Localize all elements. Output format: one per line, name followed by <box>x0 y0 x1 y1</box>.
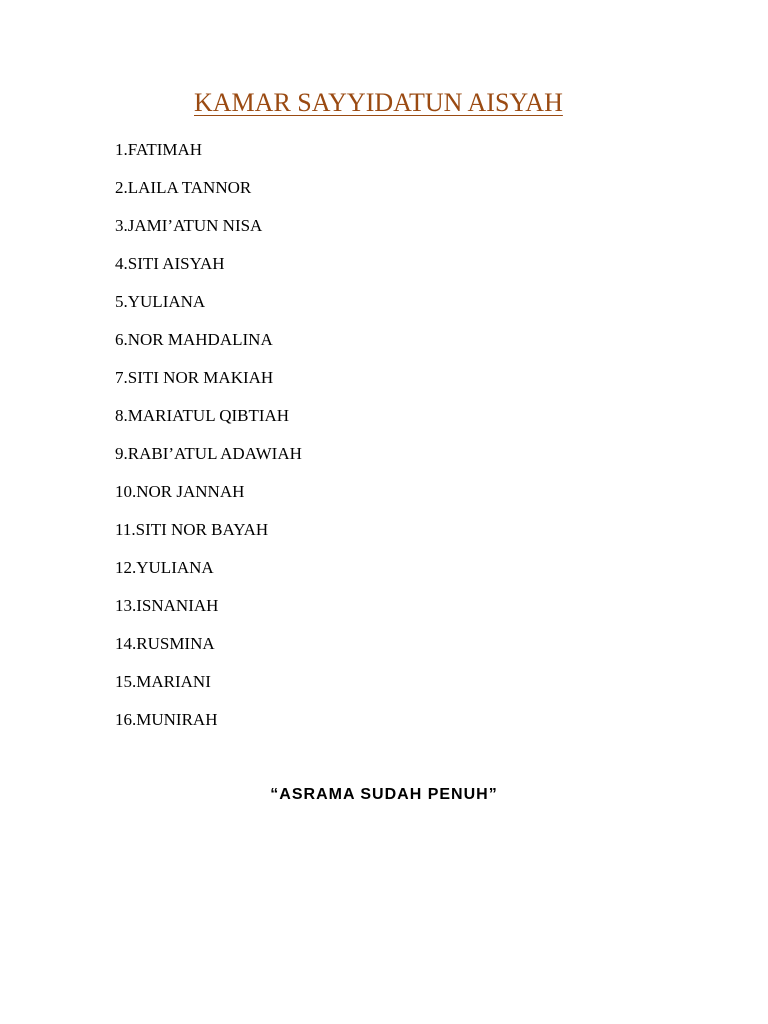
list-item: 7.SITI NOR MAKIAH <box>115 368 274 387</box>
list-item: 16.MUNIRAH <box>115 710 218 729</box>
footer-note: “ASRAMA SUDAH PENUH” <box>270 786 498 803</box>
list-item: 10.NOR JANNAH <box>115 482 245 501</box>
list-item: 15.MARIANI <box>115 672 211 691</box>
list-item: 4.SITI AISYAH <box>115 254 225 273</box>
list-item: 13.ISNANIAH <box>115 596 219 615</box>
list-item: 9.RABI’ATUL ADAWIAH <box>115 444 302 463</box>
list-item: 14.RUSMINA <box>115 634 215 653</box>
list-item: 8.MARIATUL QIBTIAH <box>115 406 290 425</box>
list-item: 3.JAMI’ATUN NISA <box>115 216 263 235</box>
list-item: 1.FATIMAH <box>115 140 203 159</box>
list-item: 12.YULIANA <box>115 558 214 577</box>
list-item: 11.SITI NOR BAYAH <box>115 520 269 539</box>
list-item: 5.YULIANA <box>115 292 206 311</box>
list-item: 2.LAILA TANNOR <box>115 178 252 197</box>
list-item: 6.NOR MAHDALINA <box>115 330 273 349</box>
name-list <box>115 138 302 746</box>
page-title: KAMAR SAYYIDATUN AISYAH <box>194 88 563 117</box>
